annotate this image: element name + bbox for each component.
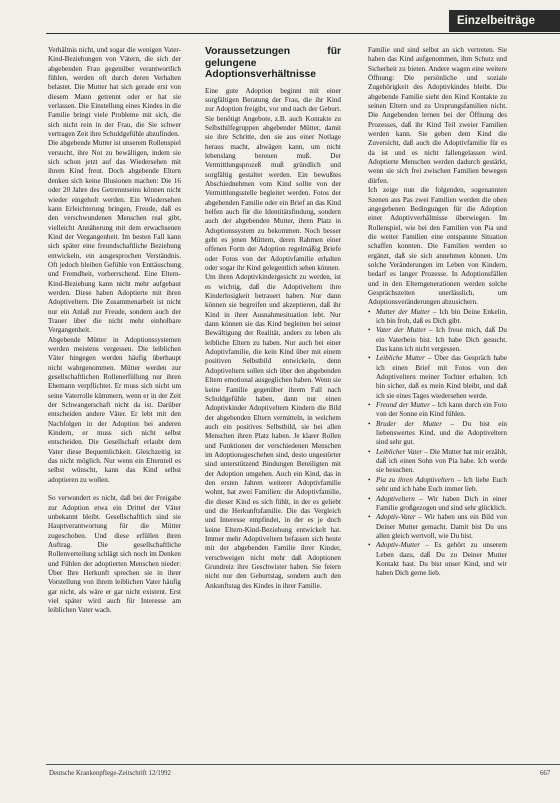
paragraph: Verhältnis nicht, und sogar die wenigen Vater-Kind-Beziehungen von Vätern, die sich der abgebenden Frau gegenüber verantwortlich fühlen, werden oft durch deren Verhalten belastet. Die Mutter hat sich gerade erst von diesem Mann getrennt oder er hat sie verlassen. Die Einstellung eines Kindes in die Familie bringt viele Probleme mit sich, die sich nicht rein in der Frau, die Sie schwer vertragen Zeit ihre Schuldgefühle abzufinden. (48, 46, 181, 139)
list-item (368, 354, 507, 401)
list-item-lead: Adoptiv-Vater (376, 513, 416, 522)
list-item-lead: Pia zu ihren Adoptiveltern (376, 475, 455, 484)
text-column-1 (48, 46, 181, 760)
list-item-text: – Ich kann durch ein Foto von der Sonne ein Kind fühlen. (376, 401, 507, 419)
list-item (368, 541, 507, 578)
list-item-lead: Adoptiv-Mutter (376, 541, 421, 550)
page-number: 667 (540, 770, 551, 777)
footer-rule (46, 764, 560, 765)
list-item-text: – Du bist ein liebenswertes Kind, und die Adoptiveltern sind sehr gut. (376, 419, 507, 447)
list-item-lead: Mutter der Mutter (376, 307, 431, 316)
paragraph: Um ihren Adoptivkindergesicht zu werden, ist es wichtig, daß die Adoptiveltern ihre Kinderlosigkeit betrauert haben. Nur dann können sie begreifen und akzeptieren, daß ihr Kind in ihrer Ausnahmesituation lebt. Nur dann können sie das Kind begleiten bei seiner Bewältigung der Realität, anders zu leben als leibliche Eltern zu haben. Nur auch bei einer Adoptivfamilie, die kein Kind über mit einem positiven Selbstbild entwickeln, denn Adoptiveltern sollen sich über den abgebenden Eltern emotional ausgeglichen haben. Wenn sie keine Familie gegenüber ihrem Fall nach Schuldgefühle haben, dann nur einen Adoptivkinder Adoptiveltern Kindern die Bild der abgebenden Eltern vermitteln, in welchem auch ein positives Selbstbild, sie bei allen Menschen ihren Platz haben. Je klarer Rollen und Funktionen der verschiedenen Menschen im Adoptionsgeschehen sind, desto ungestörter sind unterstützend Bindungen Beteiligten mit der Adoption umgehen. Auch ein Kind, das in den ersten Jahren weiterer Adoptivfamilie wohnt, hat zwei Familien: die Adoptivfamilie, die dieser Kind es sich fühlt, in der es geliebt und die Herkunftsfamilie. Die das Vergleich und Interesse empfindet, in der es je doch keine Eltern-Kind-Beziehung entwickelt hat. Immer mehr Adoptiveltern befassen sich heute mit der abgebenden Familie ihrer Kinder, verschweigen nicht mehr daß Adoptionen Grundreiz ihre Geschwister haben. Sie feiern nicht nur den Geburtstag, sondern auch den Ankunftstag des Kindes in ihrer Familie. (205, 273, 341, 590)
list-item-lead: Leiblicher Vater (376, 447, 423, 456)
paragraph: Eine gute Adoption beginnt mit einer sorgfältigen Beratung der Frau, die ihr Kind zur Adoption freigibt, vor und nach der Geburt. Sie benötigt Angebote, z.B. auch Kontakte zu Selbsthilfegruppen abgebender Mütter, damit sie ihre Schritte, den sie aus einer Notlage heraus macht, abwägen kann, um nicht lebenslang bereuen muß. Der Vermittlungsprozeß muß gründlich und sorgfältig gestaltet werden. Ein bewußtes Abschiednehmen vom Kind sollte von der Vermittlungsstelle begleitet werden. Fotos der abgebenden Familie oder ein Brief an das Kind helfen auch für die Identitätsfindung, sondern auch der abgebenden Mutter, ihren Platz in Adoptionssystem zu bekommen. Noch besser geht es jenen Müttern, deren Rahmen einer offenen Form der Adoption regelmäßig Briefe oder Fotos von der Adoptivfamilie erhalten oder sogar ihr Kind gelegentlich sehen können. (205, 86, 341, 273)
list-item (368, 495, 507, 514)
list-item-text: – Es gehört zu unserem Leben dazu, daß Du zu Deiner Mutter Kontakt hast. Du bist unser Kind, und wir haben Dich gerne lieb. (376, 541, 507, 578)
journal-citation: Deutsche Krankenpflege-Zeitschrift 12/1992 (49, 770, 171, 777)
quote-list (368, 308, 507, 579)
list-item-text: – Ich bin Deine Enkelin, ich bin froh, daß es Dich gibt. (376, 307, 507, 325)
list-item-lead: Freund der Mutter (376, 401, 430, 410)
list-item (368, 326, 507, 354)
list-item (368, 420, 507, 448)
section-label: Einzelbeiträge (449, 10, 560, 32)
list-item (368, 448, 507, 476)
section-heading: Voraussetzungen für gelungene Adoptionsverhältnisse (205, 46, 341, 80)
paragraph: So verwundert es nicht, daß bei der Freigabe zur Adoption etwa ein Drittel der Väter unbekannt bleibt. Gesellschaftlich sind sie Hauptverantwortung für die Mütter zugeschoben. Und diese erfüllen ihren Auftrag. Die gesellschaftliche Rollenverteilung schlägt sich noch im Denken und Fühlen der adoptierten Menschen nieder: Über Ihre Herkunft sprechen sie in ihrer Vorstellung von ihrem leiblichen Vater häufig gar nicht, als wäre er gar nicht existent. Erst viel später wird auch für Interesse am leiblichen Vater wach. (48, 494, 181, 615)
list-item-text: – Wir haben uns ein Bild von Deiner Mutter gemacht. Damit bist Du uns allen gleich wertvoll, wie Du bist. (376, 513, 507, 540)
list-item-text: – Über das Gespräch habe ich einen Brief mit Fotos von den Adoptiveltern meiner Tochter erhalten. Ich bin sicher, daß es mein Kind bleibt, und daß ich sie eines Tages wiedersehen werde. (376, 354, 507, 400)
list-item (368, 308, 507, 327)
paragraph: Die abgebende Mutter ist unserem Rollenspiel versucht, ihre Not zu bewältigen, indem sie sich schon jetzt auf das Wiedersehen mit ihrem Kind freut. Doch abgebende Eltern denken sich keine Illusionen machen: Die 16 oder 20 Jahre des Getrenntseins können nicht wieder eingeholt werden. Ein Wiedersehen kann Erleichterung bringen, Freude, daß es den verschwundenen Menschen real gibt, vielleicht Annäherung mit dem erwachsenen Kind der Vergangenheit. Im besten Fall kann sich später eine freundschaftliche Beziehung entwickeln, ein ausgesprochen Verständnis. Oft jedoch bleiben Gefühle von Enttäuschung und Fremdheit, vorherrschend. Eine Eltern-Kind-Beziehung kann nicht mehr aufgebaut werden. Diese haben Adoptierte mit ihren Adoptiveltern. Die Zusammenarbeit ist nicht nur ein Anlaß zur Freude, sondern auch der Trauer über die nicht mehr einholbare Vergangenheit. (48, 139, 181, 335)
header-rule (46, 33, 560, 34)
text-column-3 (368, 46, 507, 760)
paragraph: Familie und sind selbst an sich vertreten. Sie haben das Kind aufgenommen, ihm Schutz und Sicherheit zu bieten. Andere wagen eine weitere Öffnung: Die persönliche und soziale Zugehörigkeit des Adoptivkindes bleibt. Die abgebende Familie sieht den Kind Kontakte zu seinen Eltern und zu Ursprungsfamilien nicht. Die Angebenden lernen bei der Öffnung des Prozesses, daß ihr Kind Teil zweier Familien werden kann. Sie geben dem Kind die Zuversicht, daß auch die Adoptivfamilie für es da ist und es nicht fallengelassen wird. Adoptierte Menschen werden dadurch gestärkt, wenn sie sich frei zwischen Familien bewegen dürfen. (368, 46, 507, 185)
list-item-lead: Adoptiveltern (376, 494, 415, 503)
list-item-text: – Wir haben Dich in einer Familie großgezogen und sind sehr glücklich. (376, 494, 507, 512)
list-item (368, 476, 507, 495)
list-item (368, 401, 507, 420)
list-item-text: – Ich liebe Euch sehr und ich habe Euch immer lieb. (376, 475, 507, 494)
paragraph: Ich zeige nun die folgenden, sogenannten Szenen aus Pas zwei Familien werden die oben angegebenen Bedingungen für die Adoption einer Adoptivverhältnisse überwiegen. Im Rollenspiel, wie bei den Familien von Pia und die weiter Familien eine entspannte Situation schaffen konnten. Die Familien werden so ergänzt, daß sie sich annehmen können. Um solche Veränderungen im Leben von Kindern, bedarf es langer Prozesse. In Adoptionsfällen und in den Elterngenerationen werden solche Gesprächszeiten unerlässlich, um Adoptionsveränderungen abzusichern. (368, 186, 507, 307)
text-column-2 (205, 46, 341, 760)
list-item-text: – Ich freue mich, daß Du ein Vaterbein bist. Ich habe Dich gesucht. Das kann ich nicht vergessen. (376, 326, 507, 353)
list-item (368, 513, 507, 541)
list-item-lead: Vater der Mutter (376, 326, 427, 335)
list-item-lead: Leibliche Mutter (376, 354, 425, 363)
paragraph: Abgebende Mütter in Adoptionssystemen werden meistens vergessen. Die leiblichen Väter hingegen werden häufig überhaupt nicht wahrgenommen. Mütter werden zur gesellschaftlichen Rollenerfüllung nur ihren Ehemann verpflichtet. Er muss sich nicht um seine Vaterrolle kümmern, wenn er in der Zeit der Schwangerschaft nicht da ist. Darüber entscheiden andere Väter. Er lebt mit den Nachfolgen in der Adoption bei anderen Kindern, er muss sich nicht selbst entscheiden. Die Gesellschaft erlaubt dem Vater diese Bequemlichkeit. Gleichzeitig ist das nicht möglich. Nur wenn ein Elternteil es selbst wünscht, kann das Kind selbst adoptieren zu wollen. (48, 335, 181, 484)
list-item-lead: Bruder der Mutter (376, 419, 443, 428)
list-item-text: – Die Mutter hat mir erzählt, daß ich einen Sohn von Pia habe. Ich werde sie besuchen. (376, 447, 507, 475)
